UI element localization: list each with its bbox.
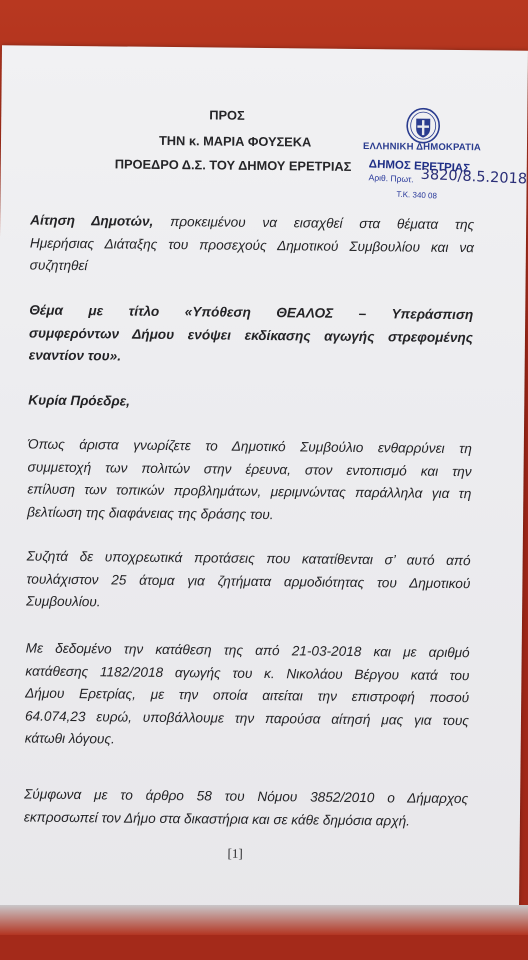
paragraph-line: Σύμφωνα με το άρθρο 58 του Νόμου 3852/2010 ο Δήμαρχος [24,786,469,807]
paragraph-line: κατάθεσης 1182/2018 αγωγής του κ. Νικολάου Βέργου κατά του [25,663,470,683]
paragraph-line: βελτίωση της διαφάνειας της δράσης του. [27,504,274,522]
paragraph-line: εκπροσωπεί τον Δήμο στα δικαστήρια και σε κάθε δημόσια αρχή. [23,809,411,829]
greek-coat-of-arms-icon [405,107,441,143]
paragraph-line: κάτωθι λόγους. [24,730,115,747]
handwritten-protocol-number: 3820/8.5.2018 [420,166,528,188]
stamp-republic: ΕΛΛΗΝΙΚΗ ΔΗΜΟΚΡΑΤΙΑ [362,141,482,154]
paragraph-line: συμμετοχή των πολιτών στην έρευνα, στον εντοπισμό και την [27,459,472,479]
paragraph-line: Όπως άριστα γνωρίζετε το Δημοτικό Συμβούλιο ενθαρρύνει τη [27,436,472,457]
request-line: Ημερήσιας Διάταξης του προσεχούς Δημοτικού Συμβουλίου και να [29,235,475,255]
page-number: [1] [227,845,243,861]
request-rest: προκειμένου να εισαχθεί στα θέματα της [153,213,475,233]
document-page [0,45,528,930]
stamp-municipality: ΔΗΜΟΣ ΕΡΕΤΡΙΑΣ [368,158,471,175]
paragraph-line: τουλάχιστον 25 άτομα για ζητήματα αρμοδιότητας του Δημοτικού [26,571,471,591]
paragraph-line: Συμβουλίου. [26,593,101,610]
paragraph-proposals [26,546,471,618]
subject-line: συμφερόντων Δήμου ενόψει εκδίκασης αγωγής στρεφομένης [28,325,474,345]
subject-line: εναντίον του». [28,347,122,364]
paragraph-line: Με δεδομένο την κατάθεση της από 21-03-2018 και με αριθμό [25,640,470,661]
stamp-postal-code: Τ.Κ. 340 08 [396,189,438,201]
paper-edge [0,905,528,935]
paragraph-participation [27,434,472,529]
salutation-text: Κυρία Πρόεδρε, [28,392,131,409]
request-line: συζητηθεί [29,257,88,274]
paragraph-line: επίλυση των τοπικών προβλημάτων, μεριμνώντας παράλληλα για τη [27,481,472,502]
salutation [28,390,472,417]
subject-paragraph [29,300,474,372]
paragraph-lawsuit [25,638,470,755]
stamp-protocol-label: Αριθ. Πρωτ. [368,172,414,185]
paragraph-mayor [24,784,468,834]
paragraph-line: Δήμου Ερετρίας, με την οποία αιτείται την επιστροφή ποσού [25,685,470,706]
subject-line: Θέμα με τίτλο «Υπόθεση ΘΕΑΛΟΣ – Υπεράσπιση [29,302,474,323]
request-lead: Αίτηση Δημοτών, [30,212,154,229]
addressee-role: ΠΡΟΕΔΡΟ Δ.Σ. ΤΟΥ ΔΗΜΟΥ ΕΡΕΤΡΙΑΣ [114,156,352,174]
paragraph-line: Συζητά δε υποχρεωτικά προτάσεις που κατατίθενται σ’ αυτό από [26,548,471,569]
addressee-to: ΠΡΟΣ [209,107,245,123]
addressee-name: ΤΗΝ κ. ΜΑΡΙΑ ΦΟΥΣΕΚΑ [158,132,312,150]
paragraph-line: 64.074,23 ευρώ, υποβάλλουμε την παρούσα αίτησή μας για τους [24,708,470,728]
request-paragraph [30,210,475,282]
